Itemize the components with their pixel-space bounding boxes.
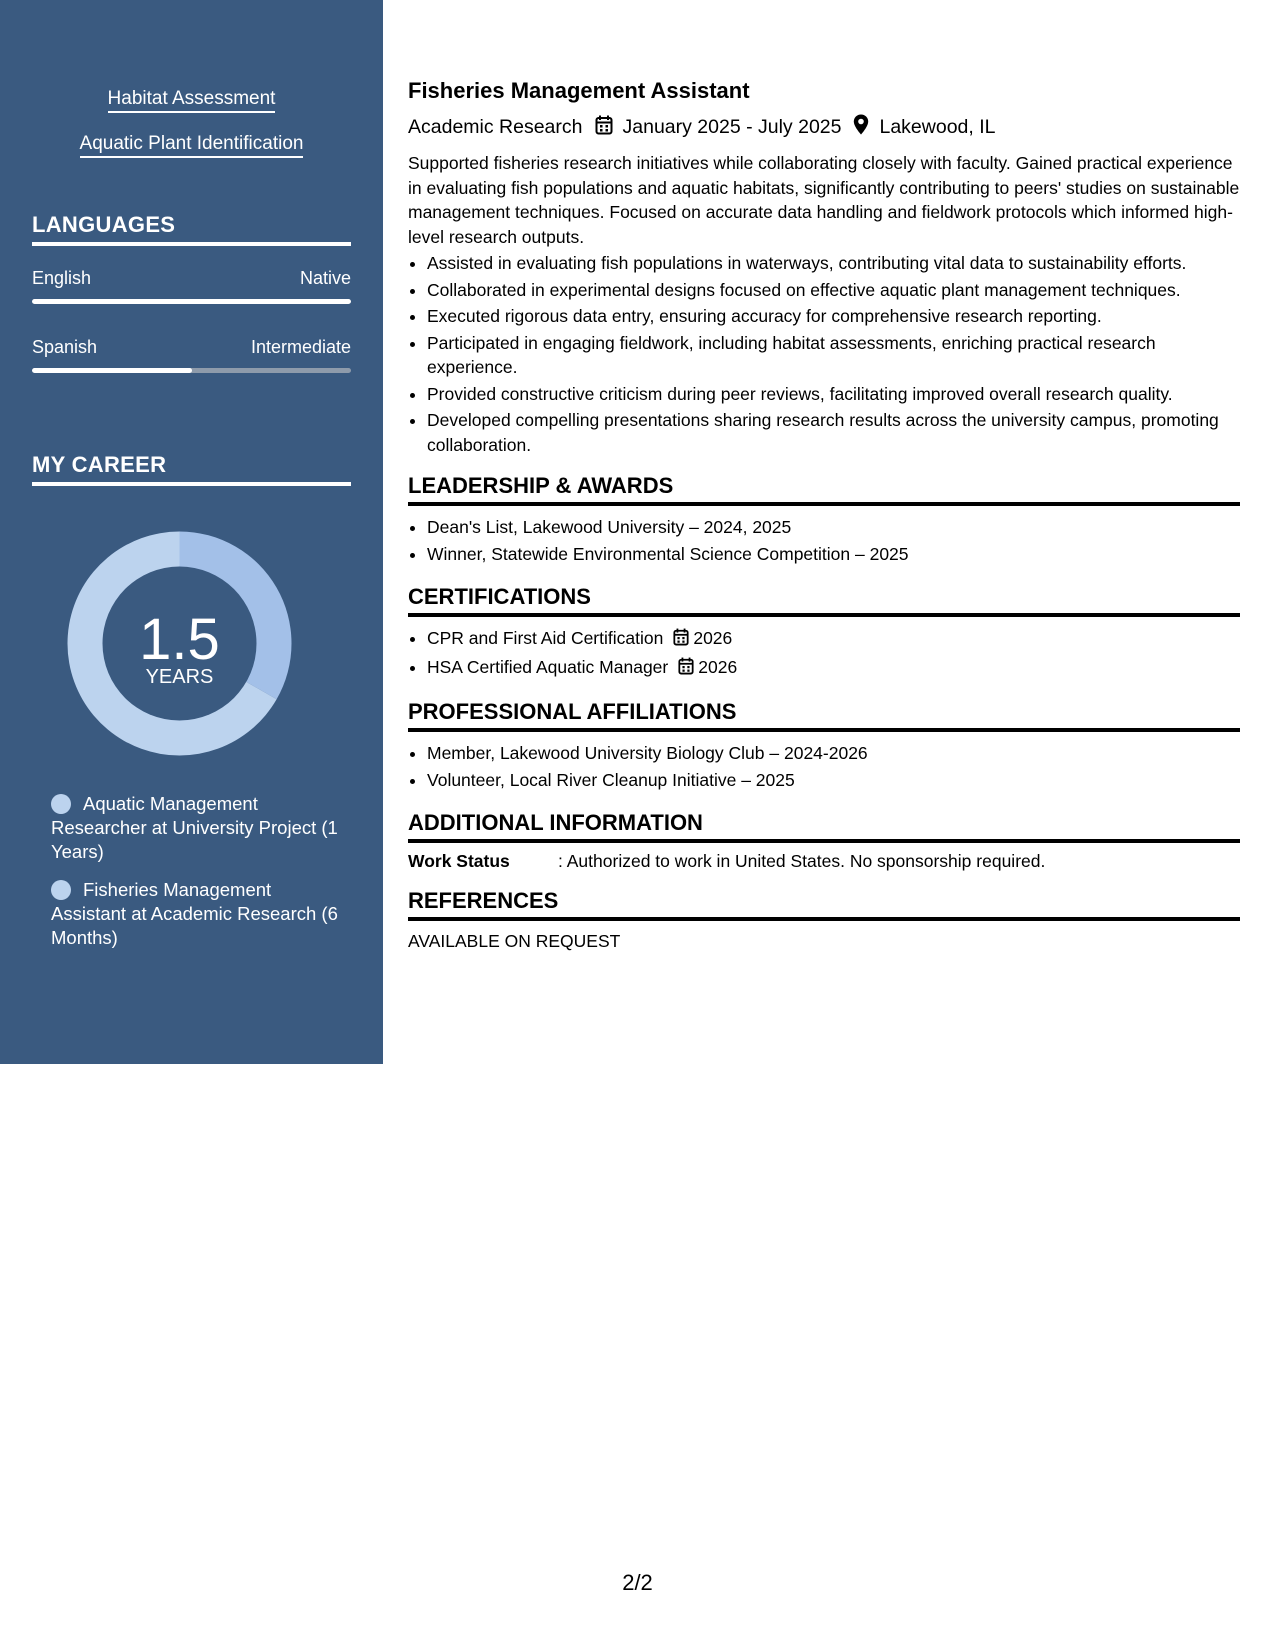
leadership-heading: LEADERSHIP & AWARDS <box>408 473 1240 506</box>
list-item: • Assisted in evaluating fish populations in waterways, contributing vital data to sustainability efforts. <box>427 251 1240 276</box>
location-pin-icon <box>853 114 869 141</box>
main-content <box>408 78 1240 952</box>
career-total-unit: YEARS <box>145 666 214 688</box>
certification-year: 2026 <box>693 628 733 648</box>
skill-link-aquatic-plant-identification[interactable]: Aquatic Plant Identification <box>0 133 383 155</box>
list-item: • Winner, Statewide Environmental Science Competition – 2025 <box>427 541 1240 568</box>
job-title: Fisheries Management Assistant <box>408 78 750 103</box>
career-legend-item: Aquatic Management Researcher at University Project (1 Years) <box>51 793 338 862</box>
job-company: Academic Research <box>408 116 583 138</box>
language-row-english <box>32 268 351 289</box>
list-item: • Member, Lakewood University Biology Club – 2024-2026 <box>427 740 1240 767</box>
list-item: • Volunteer, Local River Cleanup Initiative – 2025 <box>427 767 1240 794</box>
calendar-icon <box>595 115 613 141</box>
job-location: Lakewood, IL <box>879 116 996 138</box>
list-item: • Provided constructive criticism during peer reviews, facilitating improved overall research quality. <box>427 382 1240 407</box>
affiliations-list <box>408 740 1240 794</box>
language-name: English <box>32 268 92 288</box>
list-item: • Executed rigorous data entry, ensuring accuracy for comprehensive research reporting. <box>427 304 1240 329</box>
list-item: • Participated in engaging fieldwork, including habitat assessments, enriching practical research experience. <box>427 331 1240 380</box>
affiliations-heading: PROFESSIONAL AFFILIATIONS <box>408 699 1240 732</box>
calendar-icon <box>673 627 689 654</box>
certifications-list <box>408 625 1240 683</box>
skill-link-habitat-assessment[interactable]: Habitat Assessment <box>0 88 383 110</box>
language-bar-fill <box>32 368 192 373</box>
list-item: • Collaborated in experimental designs focused on effective aquatic plant management techniques. <box>427 278 1240 303</box>
language-level: Native <box>299 268 351 288</box>
references-heading: REFERENCES <box>408 888 1240 921</box>
list-item: • Dean's List, Lakewood University – 2024, 2025 <box>427 514 1240 541</box>
additional-info-heading: ADDITIONAL INFORMATION <box>408 810 1240 843</box>
job-bullet-list <box>408 251 1240 457</box>
language-level: Intermediate <box>250 337 351 357</box>
language-bar-english <box>32 299 351 304</box>
certifications-heading: CERTIFICATIONS <box>408 584 1240 617</box>
legend-dot-icon <box>51 794 71 814</box>
leadership-list <box>408 514 1240 568</box>
list-item: • Developed compelling presentations sharing research results across the university campus, promoting collaboration. <box>427 408 1240 457</box>
career-heading: MY CAREER <box>32 452 351 486</box>
legend-dot-icon <box>51 880 71 900</box>
page-number: 2/2 <box>622 1570 653 1595</box>
job-meta <box>408 114 1240 141</box>
career-donut-chart <box>67 531 292 756</box>
list-item <box>427 654 1240 683</box>
certification-name: CPR and First Aid Certification <box>427 628 664 648</box>
job-summary: Supported fisheries research initiatives while collaborating closely with faculty. Gained practical experience in evaluating fish populations and aquatic habitats, significantly contributing to peers' studies on sustainable management techniques. Focused on accurate data handling and fieldwork protocols which informed high-level research outputs. <box>408 153 1240 247</box>
certification-name: HSA Certified Aquatic Manager <box>427 657 669 677</box>
language-bar-spanish <box>32 368 351 373</box>
references-text: AVAILABLE ON REQUEST <box>408 931 621 951</box>
career-legend-item: Fisheries Management Assistant at Academic Research (6 Months) <box>51 879 338 948</box>
work-status-value: : Authorized to work in United States. No sponsorship required. <box>558 851 1046 871</box>
calendar-icon <box>678 656 694 683</box>
list-item <box>427 625 1240 654</box>
language-name: Spanish <box>32 337 98 357</box>
career-total-value: 1.5 <box>139 607 220 672</box>
job-dates: January 2025 - July 2025 <box>622 116 842 138</box>
languages-heading: LANGUAGES <box>32 212 351 246</box>
work-status-label: Work Status <box>408 851 510 871</box>
language-bar-fill <box>32 299 351 304</box>
certification-year: 2026 <box>698 657 738 677</box>
language-row-spanish <box>32 337 351 358</box>
sidebar <box>0 0 383 1064</box>
work-status-row <box>408 851 1240 872</box>
